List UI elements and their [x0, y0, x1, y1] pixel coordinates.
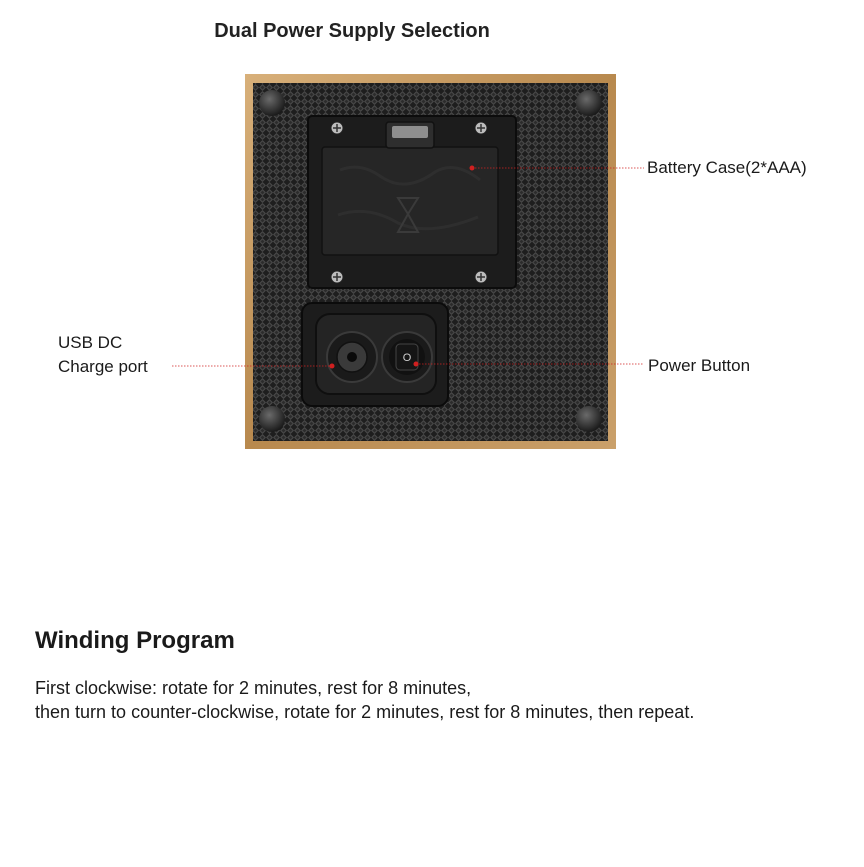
pointer-dot: [470, 166, 475, 171]
winding-program-line2: then turn to counter-clockwise, rotate for 2 minutes, rest for 8 minutes, then repeat.: [35, 702, 695, 722]
switch-off-mark: O: [402, 352, 412, 364]
usb-dc-label: [58, 331, 148, 379]
usb-dc-label-line2: Charge port: [58, 357, 148, 376]
winding-program-description: [35, 676, 694, 724]
screw-icon: [331, 271, 343, 283]
page-title: Dual Power Supply Selection: [214, 20, 490, 42]
battery-cover: [322, 147, 498, 255]
rubber-foot: [576, 90, 602, 116]
rubber-foot: [576, 406, 602, 432]
screw-icon: [331, 122, 343, 134]
rubber-foot: [259, 90, 285, 116]
rubber-foot: [259, 406, 285, 432]
pointer-dot: [414, 362, 419, 367]
usb-dc-port: [327, 332, 377, 382]
screw-icon: [475, 122, 487, 134]
screw-icon: [475, 271, 487, 283]
pointer-dot: [330, 364, 335, 369]
battery-case-label: Battery Case(2*AAA): [647, 158, 807, 177]
winding-program-line1: First clockwise: rotate for 2 minutes, rest for 8 minutes,: [35, 678, 472, 698]
usb-dc-label-line1: USB DC: [58, 333, 123, 352]
winding-program-title: Winding Program: [35, 627, 235, 654]
power-button-label: Power Button: [648, 356, 751, 375]
